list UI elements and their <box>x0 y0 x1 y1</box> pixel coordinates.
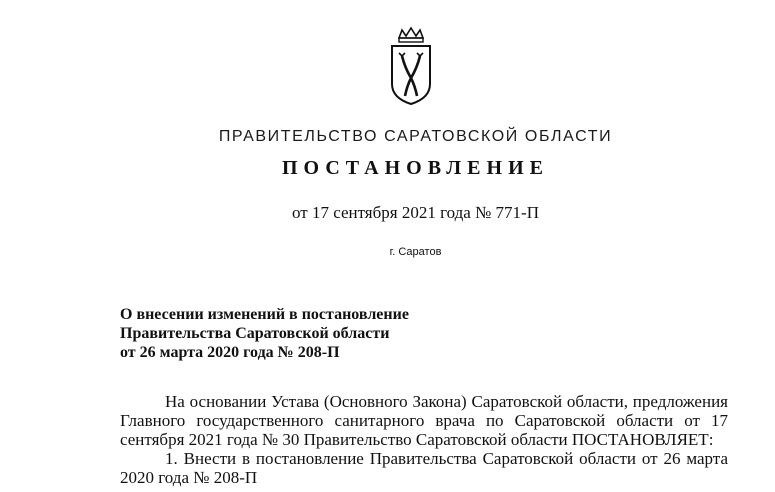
body-item: 1. Внести в постановление Правительства Саратовской области от 26 марта 2020 года № 208-П <box>120 449 728 487</box>
body-paragraph: На основании Устава (Основного Закона) Саратовской области, предложения Главного государственного санитарного врача по Саратовской области от 17 сентября 2021 года № 30 Правительство Саратовской области ПОСТАНОВЛЯЕТ: <box>120 392 728 449</box>
government-name: ПРАВИТЕЛЬСТВО САРАТОВСКОЙ ОБЛАСТИ <box>218 128 613 145</box>
subject-line: от 26 марта 2020 года № 208-П <box>120 344 340 361</box>
document-city: г. Саратов <box>389 246 442 258</box>
document-subject <box>120 305 409 362</box>
document-type: ПОСТАНОВЛЕНИЕ <box>282 157 549 179</box>
document-date-number: от 17 сентября 2021 года № 771-П <box>291 203 539 222</box>
subject-line: Правительства Саратовской области <box>120 325 390 342</box>
coat-of-arms-icon <box>389 26 433 106</box>
document-body <box>120 392 728 487</box>
subject-line: О внесении изменений в постановление <box>120 306 409 323</box>
